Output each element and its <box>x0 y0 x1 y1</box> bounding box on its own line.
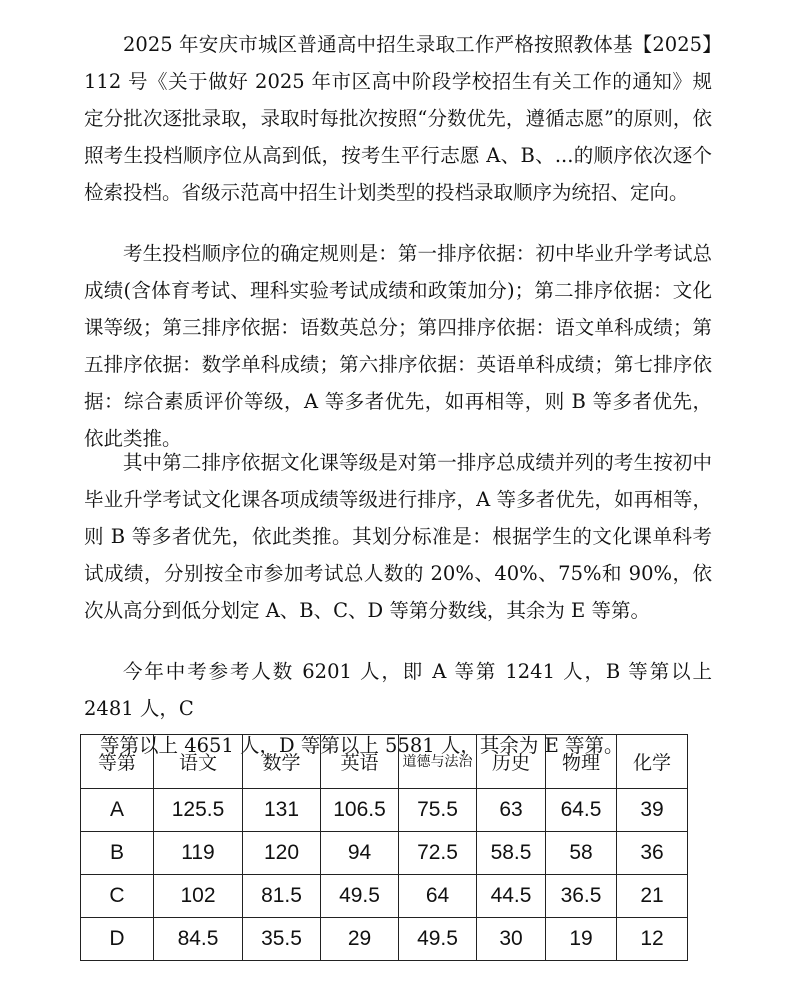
table-cell: 131 <box>243 789 321 832</box>
statistics-line-2: 等第以上 4651 人，D 等第以上 5581 人，其余为 E 等第。 <box>100 734 624 757</box>
table-cell: 64.5 <box>546 789 617 832</box>
paragraph-admission-rules: 2025 年安庆市城区普通高中招生录取工作严格按照教体基【2025】112 号《关于做好 2025 年市区高中阶段学校招生有关工作的通知》规定分批次逐批录取，录取时每批次按照“分数优先，遵循志愿”的原则，依照考生投档顺序位从高到低，按考生平行志愿 A、B、...的顺序依次逐个检索投档。省级示范高中招生计划类型的投档录取顺序为统招、定向。 <box>84 33 712 204</box>
header-chinese: 语文 <box>154 735 243 789</box>
header-morality-law: 道德与法治 <box>399 735 477 789</box>
table-cell: 63 <box>477 789 546 832</box>
table-cell: 36.5 <box>546 875 617 918</box>
table-cell: 72.5 <box>399 832 477 875</box>
table-cell: 21 <box>617 875 688 918</box>
header-history: 历史 <box>477 735 546 789</box>
statistics-line-1: 今年中考参考人数 6201 人，即 A 等第 1241 人，B 等第以上 2481 人，C <box>84 660 712 720</box>
header-physics: 物理 <box>546 735 617 789</box>
paragraph-grade-criteria: 其中第二排序依据文化课等级是对第一排序总成绩并列的考生按初中毕业升学考试文化课各项成绩等级进行排序，A 等多者优先，如再相等，则 B 等多者优先，依此类推。其划分标准是：根据学生的文化课单科考试成绩，分别按全市参加考试总人数的 20%、40%、75%和 90%，依次从高分到低分划定 A、B、C、D 等第分数线，其余为 E 等第。 <box>84 451 712 622</box>
header-grade: 等第 <box>81 735 154 789</box>
table-cell: 29 <box>321 918 399 961</box>
table-cell: 30 <box>477 918 546 961</box>
table-row <box>81 875 688 918</box>
grade-cutoff-table <box>80 734 688 961</box>
table-cell: 58.5 <box>477 832 546 875</box>
table-cell: 102 <box>154 875 243 918</box>
table-row <box>81 789 688 832</box>
header-english: 英语 <box>321 735 399 789</box>
header-math: 数学 <box>243 735 321 789</box>
table-cell: 84.5 <box>154 918 243 961</box>
header-chemistry: 化学 <box>617 735 688 789</box>
table-cell: 120 <box>243 832 321 875</box>
table-cell: 19 <box>546 918 617 961</box>
table-row <box>81 918 688 961</box>
table-cell: 75.5 <box>399 789 477 832</box>
table-cell: 44.5 <box>477 875 546 918</box>
table-cell: 81.5 <box>243 875 321 918</box>
table-cell: 49.5 <box>321 875 399 918</box>
table-cell: 35.5 <box>243 918 321 961</box>
table-cell: 49.5 <box>399 918 477 961</box>
paragraph-ranking-rules: 考生投档顺序位的确定规则是：第一排序依据：初中毕业升学考试总成绩(含体育考试、理科实验考试成绩和政策加分)；第二排序依据：文化课等级；第三排序依据：语数英总分；第四排序依据：语文单科成绩；第五排序依据：数学单科成绩；第六排序依据：英语单科成绩；第七排序依据：综合素质评价等级，A 等多者优先，如再相等，则 B 等多者优先，依此类推。 <box>84 242 712 450</box>
table-cell: 94 <box>321 832 399 875</box>
table-cell: 58 <box>546 832 617 875</box>
table-cell: 12 <box>617 918 688 961</box>
table-cell: B <box>81 832 154 875</box>
table-cell: D <box>81 918 154 961</box>
table-cell: C <box>81 875 154 918</box>
table-cell: A <box>81 789 154 832</box>
table-cell: 39 <box>617 789 688 832</box>
table-cell: 106.5 <box>321 789 399 832</box>
table-cell: 125.5 <box>154 789 243 832</box>
table-row <box>81 832 688 875</box>
table-cell: 64 <box>399 875 477 918</box>
table-cell: 119 <box>154 832 243 875</box>
table-cell: 36 <box>617 832 688 875</box>
table-header-row <box>81 735 688 789</box>
